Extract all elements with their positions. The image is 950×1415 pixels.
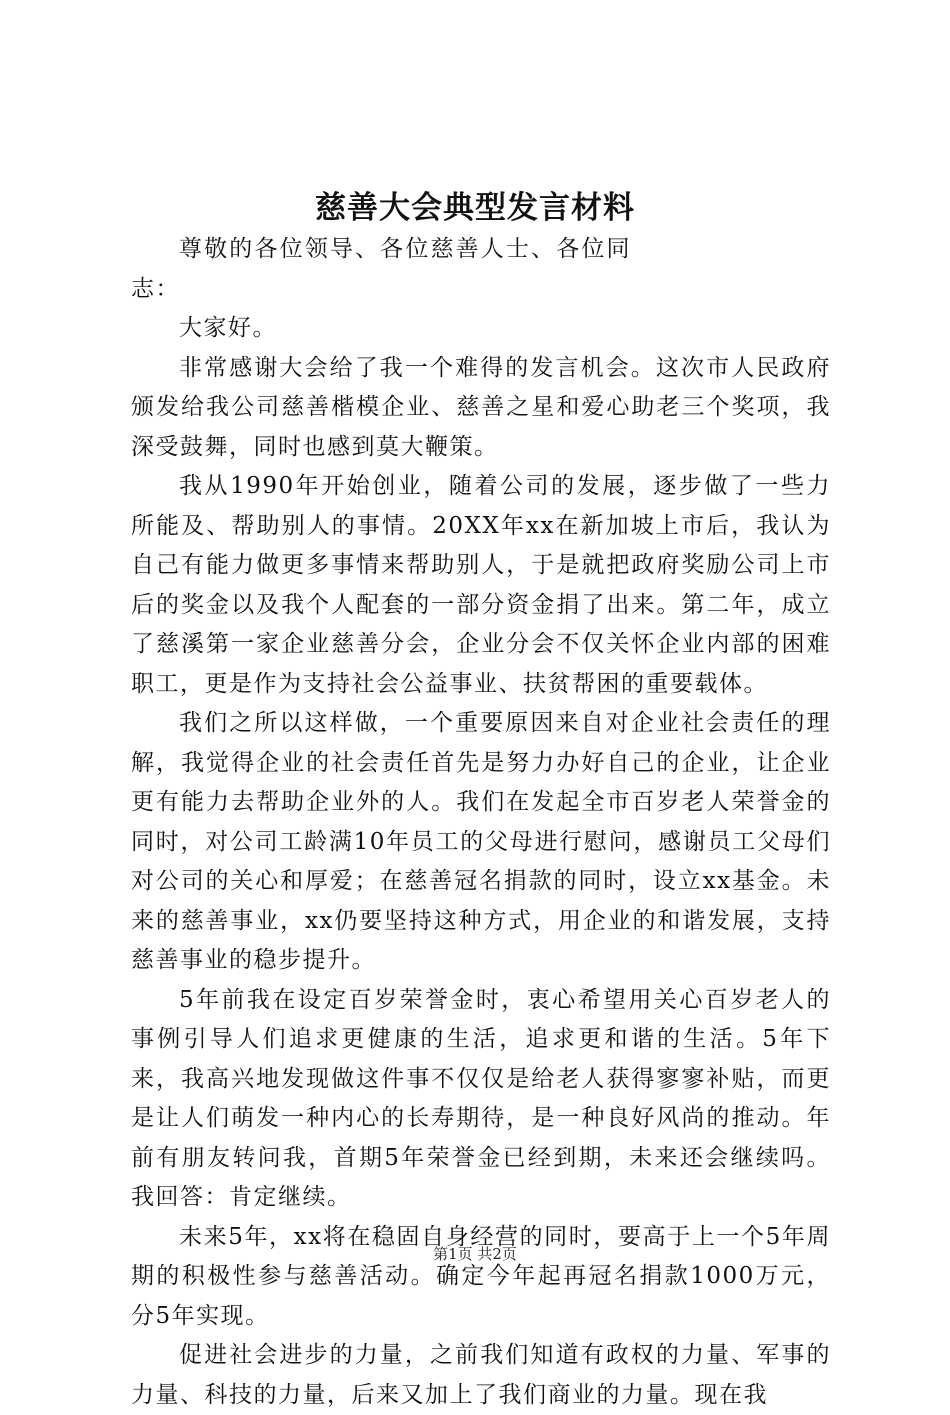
paragraph-salutation: 尊敬的各位领导、各位慈善人士、各位同志： <box>131 236 631 302</box>
paragraph: 我们之所以这样做，一个重要原因来自对企业社会责任的理解，我觉得企业的社会责任首先是努力办好自己的企业，让企业更有能力去帮助企业外的人。我们在发起全市百岁老人荣誉金的同时，对公司工龄满10年员工的父母进行慰问，感谢员工父母们对公司的关心和厚爱；在慈善冠名捐款的同时，设立xx基金。未来的慈善事业，xx仍要坚持这种方式，用企业的和谐发展，支持慈善事业的稳步提升。 <box>131 710 831 973</box>
paragraph: 我从1990年开始创业，随着公司的发展，逐步做了一些力所能及、帮助别人的事情。20XX年xx在新加坡上市后，我认为自己有能力做更多事情来帮助别人，于是就把政府奖励公司上市后的奖金以及我个人配套的一部分资金捐了出来。第二年，成立了慈溪第一家企业慈善分会，企业分会不仅关怀企业内部的困难职工，更是作为支持社会公益事业、扶贫帮困的重要载体。 <box>131 473 831 697</box>
paragraph-greeting: 大家好。 <box>179 315 277 341</box>
paragraph: 未来5年，xx将在稳固自身经营的同时，要高于上一个5年周期的积极性参与慈善活动。确定今年起再冠名捐款1000万元，分5年实现。 <box>131 1223 831 1329</box>
paragraph: 非常感谢大会给了我一个难得的发言机会。这次市人民政府颁发给我公司慈善楷模企业、慈善之星和爱心助老三个奖项，我深受鼓舞，同时也感到莫大鞭策。 <box>131 354 831 460</box>
document-title: 慈善大会典型发言材料 <box>315 190 635 226</box>
paragraph: 促进社会进步的力量，之前我们知道有政权的力量、军事的力量、科技的力量，后来又加上了我们商业的力量。现在我 <box>131 1342 831 1408</box>
paragraph: 5年前我在设定百岁荣誉金时，衷心希望用关心百岁老人的事例引导人们追求更健康的生活，追求更和谐的生活。5年下来，我高兴地发现做这件事不仅仅是给老人获得寥寥补贴，而更是让人们萌发一种内心的长寿期待，是一种良好风尚的推动。年前有朋友转问我，首期5年荣誉金已经到期，未来还会继续吗。我回答：肯定继续。 <box>131 986 831 1210</box>
document-body <box>131 230 831 1415</box>
page-number-footer: 第1页 共2页 <box>433 1245 517 1263</box>
